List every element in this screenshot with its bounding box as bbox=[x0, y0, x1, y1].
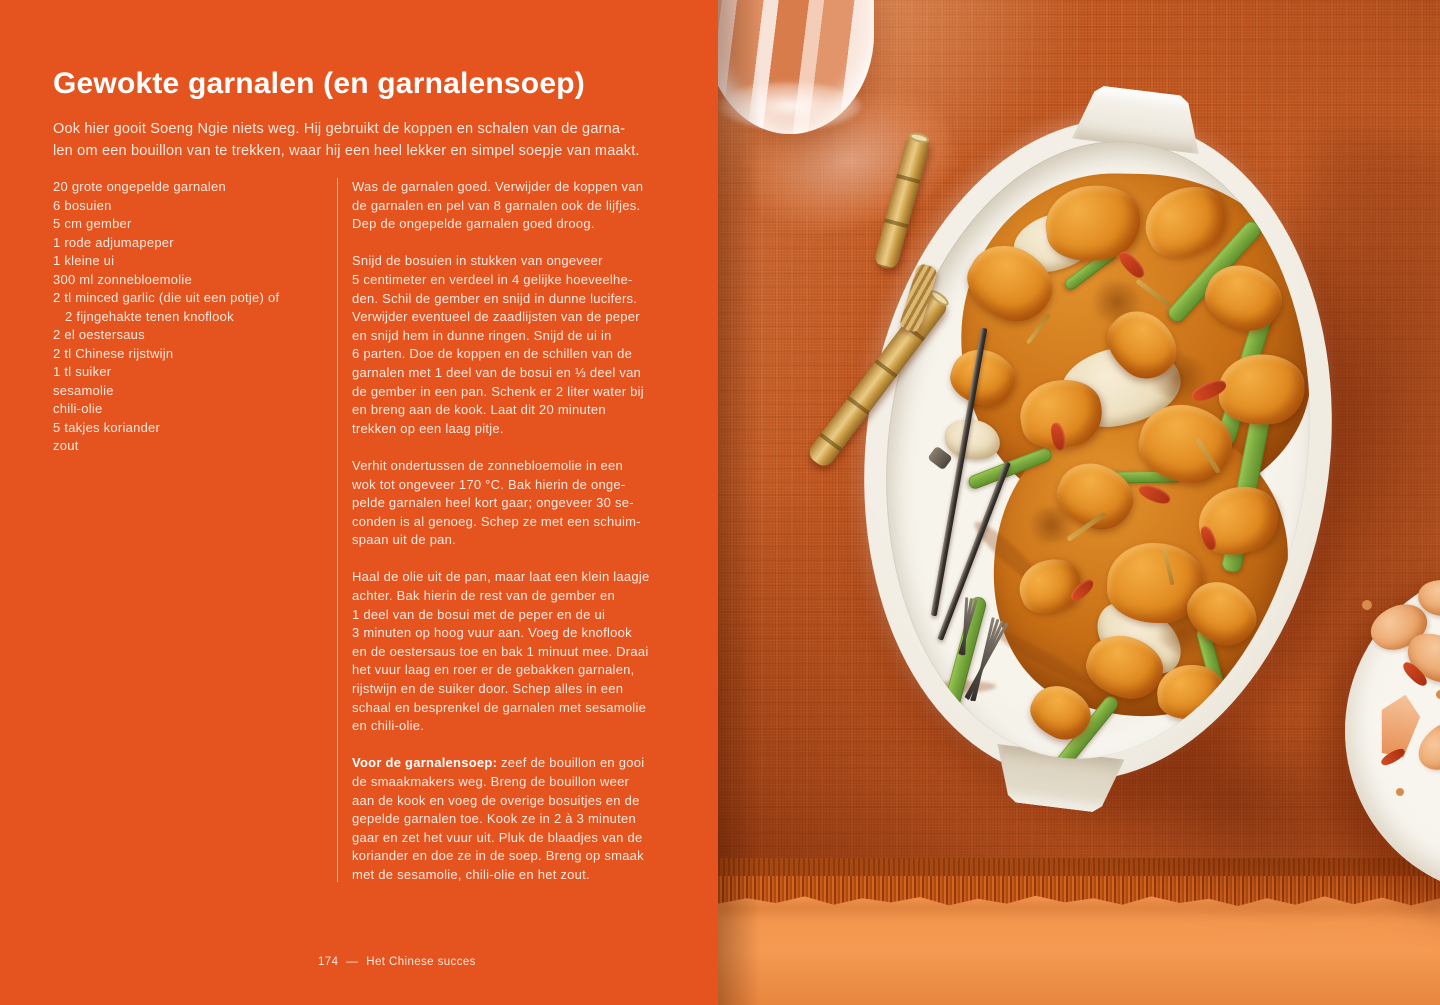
ingredient-item: sesamolie bbox=[53, 382, 114, 398]
recipe-photo bbox=[718, 0, 1440, 1005]
page-footer bbox=[318, 956, 476, 968]
ingredients-list bbox=[53, 178, 279, 456]
footer-dash: — bbox=[346, 956, 359, 968]
instruction-step: Voor de garnalensoep: zeef de bouillon en gooi de smaakmakers weg. Breng de bouillon weer aan de kook en voeg de overige bosuitjes en de gepelde garnalen toe. Kook ze in 2 à 3 minuten gaar en zet het vuur uit. Pluk de blaadjes van de koriander en doe ze in de soep. Breng op smaak met de sesamolie, chili-olie en het zout. bbox=[352, 755, 645, 882]
instructions bbox=[352, 178, 650, 903]
ingredient-item: 5 cm gember bbox=[53, 216, 132, 231]
scallion-piece bbox=[943, 595, 988, 710]
ingredient-item: 2 tl Chinese rijstwijn bbox=[53, 345, 174, 361]
ingredient-item: zout bbox=[53, 438, 79, 453]
instruction-step: Snijd de bosuien in stukken van ongeveer 5 centimeter en verdeel in 4 gelijke hoeveelhe- den. Schil de gember en snijd in dunne lucifers. Verwijder eventueel de zaadlijsten van de peper en snijd hem in dunne ringen. Snijd de ui in 6 parten. Doe de koppen en de schillen van de garnalen met 1 deel van de bosui en ⅓ deel van de gember in een pan. Schenk er 2 liter water bij en breng aan de kook. Laat dit 20 minuten trekken op een laag pitje. bbox=[352, 253, 644, 436]
ingredient-item: 5 takjes koriander bbox=[53, 419, 161, 435]
instruction-step: Was de garnalen goed. Verwijder de koppen van de garnalen en pel van 8 garnalen ook de lijfjes. Dep de ongepelde garnalen goed droog. bbox=[352, 179, 644, 232]
ingredient-item: 1 tl suiker bbox=[53, 364, 112, 379]
column-divider bbox=[337, 178, 338, 882]
ingredient-item: chili-olie bbox=[53, 401, 103, 416]
ingredient-item: 20 grote ongepelde garnalen bbox=[53, 179, 227, 194]
recipe-page bbox=[0, 0, 718, 1005]
recipe-title: Gewokte garnalen (en garnalensoep) bbox=[53, 67, 585, 100]
ingredient-item: 1 rode adjumapeper bbox=[53, 234, 174, 250]
ingredient-item: 2 tl minced garlic (die uit een potje) of bbox=[53, 290, 280, 305]
ingredient-item: 300 ml zonnebloemolie bbox=[53, 271, 192, 287]
page-gutter-shadow bbox=[718, 0, 760, 1005]
intro-line: len om een bouillon van te trekken, waar hij een heel lekker en simpel soepje van maakt. bbox=[53, 142, 640, 159]
ingredient-item: 1 kleine ui bbox=[53, 253, 115, 268]
ingredient-item: 6 bosuien bbox=[53, 197, 112, 213]
instruction-step: Haal de olie uit de pan, maar laat een klein laagje achter. Bak hierin de rest van de gember en 1 deel van de bosui met de peper en de ui 3 minuten op hoog vuur aan. Voeg de knoflook en de oestersaus toe en bak 1 minuut mee. Draai het vuur laag en roer er de gebakken garnalen, rijstwijn en de suiker door. Schep alles in een schaal en besprenkel de garnalen met sesamolie en chili-olie. bbox=[352, 569, 650, 734]
intro-line: Ook hier gooit Soeng Ngie niets weg. Hij gebruikt de koppen en schalen van de garna- bbox=[53, 121, 626, 137]
ingredient-item: 2 el oestersaus bbox=[53, 327, 145, 342]
recipe-intro bbox=[53, 119, 640, 162]
ingredient-item: 2 fijngehakte tenen knoflook bbox=[65, 308, 234, 324]
instruction-step: Verhit ondertussen de zonnebloemolie in een wok tot ongeveer 170 °C. Bak hierin de onge- pelde garnalen heel kort gaar; ongeveer 30 se- conden is al genoeg. Schep ze met een schuim- spaan uit de pan. bbox=[352, 457, 641, 548]
page-number: 174 bbox=[318, 956, 339, 968]
book-title: Het Chinese succes bbox=[366, 956, 476, 968]
